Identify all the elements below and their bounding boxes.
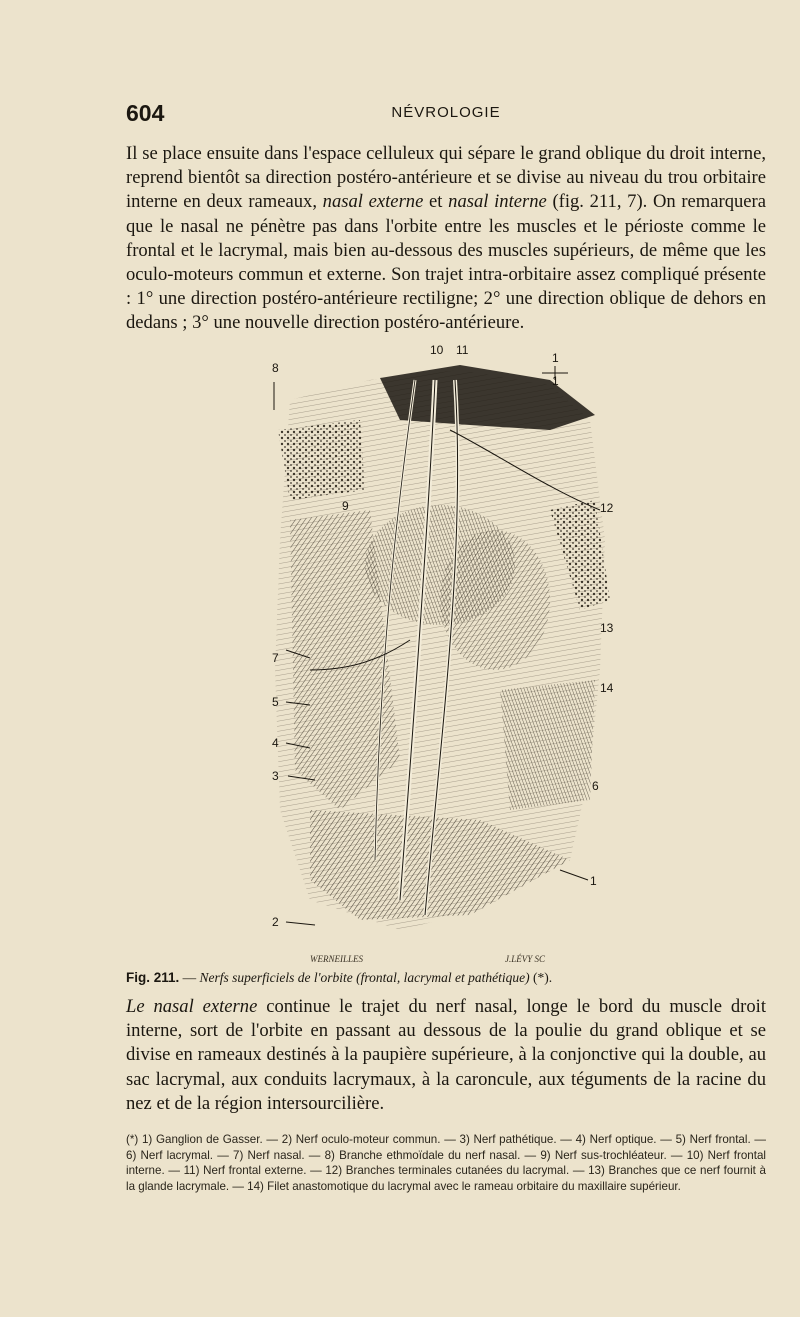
paragraph-nasal-externe	[126, 995, 766, 1116]
paragraph1-after: (fig. 211, 7). On remarquera que le nasal ne pénètre pas dans l'orbite entre les muscles et le périoste comme le frontal et le lacrymal, mais bien au-dessous des muscles supérieurs, de même que les oculo-moteurs commun et externe. Son trajet intra-orbitaire assez compliqué présente : 1° une direction postéro-antérieure rectiligne; 2° une direction oblique de dehors en dedans ; 3° une nouvelle direction postéro-antérieure.	[126, 191, 767, 334]
term-nasal-externe: nasal externe	[322, 191, 424, 213]
figure-footnote: (*) 1) Ganglion de Gasser. — 2) Nerf oculo-moteur commun. — 3) Nerf pathétique. — 4) Nerf optique. — 5) Nerf frontal. — 6) Nerf lacrymal. — 7) Nerf nasal. — 8) Branche ethmoïdale du nerf nasal. — 9) Nerf sus-trochléateur. — 10) Nerf frontal interne. — 11) Nerf frontal externe. — 12) Branches terminales cutanées du lacrymal. — 13) Branches que ce nerf fournit à la glande lacrymale. — 14) Filet anastomotique du lacrymal avec le rameau orbitaire du maxillaire supérieur.	[126, 1133, 766, 1194]
caption-dash: —	[179, 970, 200, 985]
term-nasal-interne: nasal interne	[448, 191, 547, 213]
running-head: NÉVROLOGIE	[391, 104, 501, 121]
anatomical-engraving	[250, 340, 620, 968]
figure-label-1-lower: 1	[590, 874, 597, 888]
paragraph2-text: continue le trajet du nerf nasal, longe le bord du muscle droit interne, sort de l'orbite en passant au dessous de la poulie du grand oblique et se divise en rameaux destinés à la paupière supérieure, à la conjonctive qui la double, au sac lacrymal, aux conduits lacrymaux, à la caroncule, aux téguments de la racine du nez et de la région intersourcilière.	[126, 996, 766, 1114]
figure-label-13: 13	[600, 621, 614, 635]
engraver-signature-left: WERNEILLES	[310, 954, 363, 964]
figure-label-8: 8	[272, 361, 279, 375]
figure-title: Nerfs superficiels de l'orbite (frontal, lacrymal et pathétique)	[199, 970, 530, 985]
figure-label-9: 9	[342, 499, 349, 513]
figure-orbit-nerves	[250, 340, 620, 968]
figure-label-7: 7	[272, 651, 279, 665]
figure-label-14: 14	[600, 681, 614, 695]
caption-marker: (*).	[529, 970, 553, 985]
figure-label-top-right: 1	[552, 351, 559, 365]
bone-left	[278, 420, 365, 500]
page-number: 604	[126, 100, 165, 126]
paragraph1-before: Il se place ensuite dans l'espace celluleux qui sépare le grand oblique du droit interne, reprend bientôt sa direction postéro-antérieure et se divise au niveau du trou orbitaire interne en deux rameaux,	[126, 143, 766, 213]
figure-label-1: 1	[552, 374, 559, 388]
page-header	[126, 100, 766, 130]
figure-label-3: 3	[272, 769, 279, 783]
figure-number: Fig. 211.	[126, 970, 180, 985]
figure-label-6: 6	[592, 779, 599, 793]
figure-label-5: 5	[272, 695, 279, 709]
figure-caption	[126, 970, 766, 986]
figure-label-11: 11	[456, 343, 469, 357]
engraver-signature-right: J.LÉVY SC	[505, 954, 546, 964]
figure-label-4: 4	[272, 736, 279, 750]
term-le-nasal-externe: Le nasal externe	[126, 996, 258, 1017]
paragraph-nasal-nerve	[126, 142, 766, 336]
figure-label-12: 12	[600, 501, 614, 515]
muscle-right	[500, 680, 595, 810]
figure-label-10: 10	[430, 343, 444, 357]
figure-label-2: 2	[272, 915, 279, 929]
paragraph1-middle: et	[423, 191, 449, 213]
